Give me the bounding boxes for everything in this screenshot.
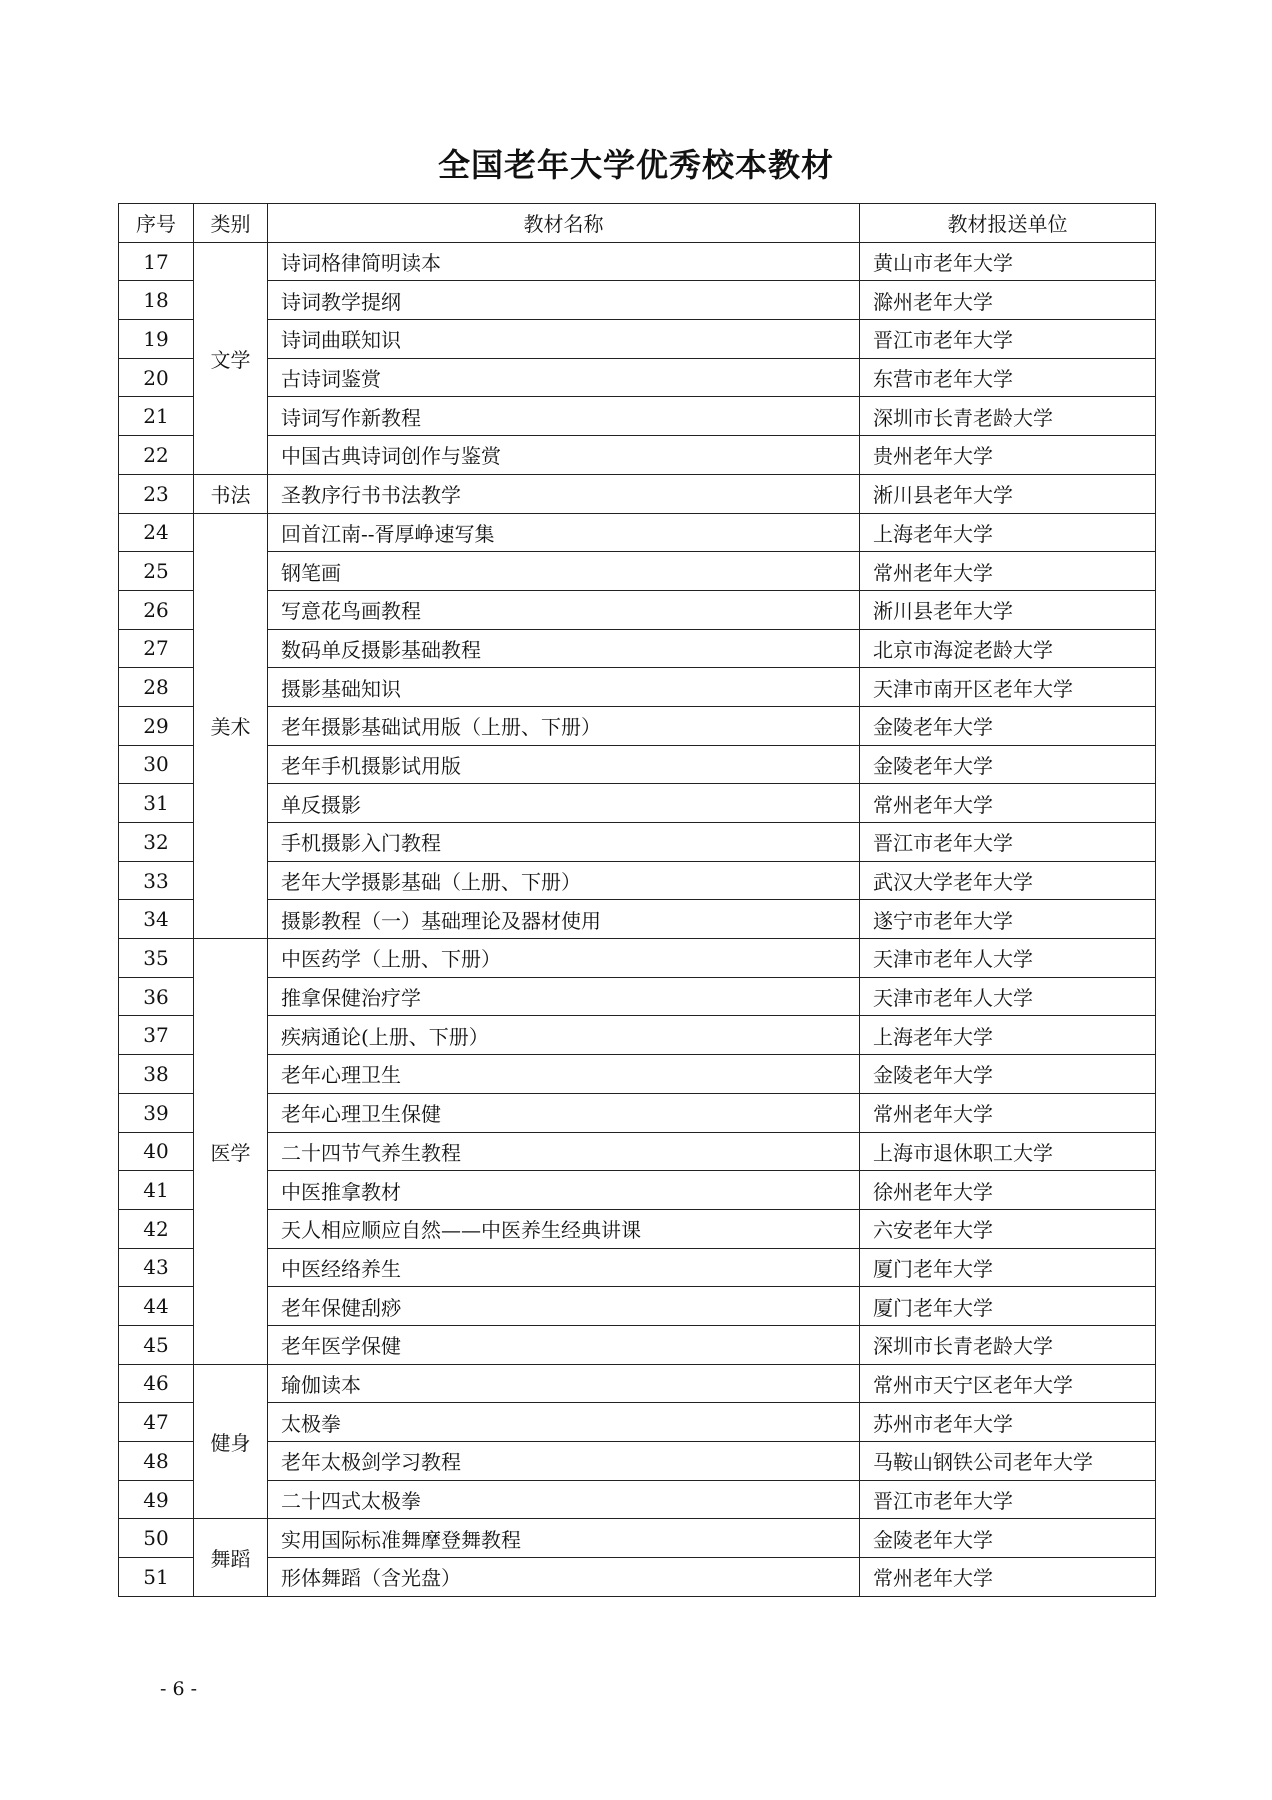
table-row [119, 590, 1156, 629]
row-category: 健身 [194, 1364, 268, 1519]
page-title: 全国老年大学优秀校本教材 [437, 146, 834, 184]
row-submitting-unit: 晋江市老年大学 [860, 823, 1156, 862]
row-number: 51 [119, 1558, 194, 1597]
row-submitting-unit: 苏州市老年大学 [860, 1403, 1156, 1442]
table-row [119, 861, 1156, 900]
table-row [119, 1403, 1156, 1442]
row-submitting-unit: 滁州老年大学 [860, 281, 1156, 320]
row-textbook-name: 诗词教学提纲 [268, 281, 860, 320]
page-number: - 6 - [160, 1678, 198, 1700]
row-number: 36 [119, 977, 194, 1016]
row-textbook-name: 老年太极剑学习教程 [268, 1442, 860, 1481]
row-textbook-name: 诗词写作新教程 [268, 397, 860, 436]
row-number: 25 [119, 552, 194, 591]
row-submitting-unit: 晋江市老年大学 [860, 1480, 1156, 1519]
row-category: 书法 [194, 474, 268, 513]
table-row [119, 397, 1156, 436]
row-textbook-name: 老年医学保健 [268, 1325, 860, 1364]
row-textbook-name: 推拿保健治疗学 [268, 977, 860, 1016]
row-submitting-unit: 常州老年大学 [860, 1558, 1156, 1597]
table-row [119, 1171, 1156, 1210]
row-number: 37 [119, 1016, 194, 1055]
row-submitting-unit: 厦门老年大学 [860, 1287, 1156, 1326]
table-row [119, 1364, 1156, 1403]
row-number: 43 [119, 1248, 194, 1287]
row-submitting-unit: 遂宁市老年大学 [860, 900, 1156, 939]
row-number: 44 [119, 1287, 194, 1326]
row-textbook-name: 天人相应顺应自然——中医养生经典讲课 [268, 1209, 860, 1248]
row-number: 38 [119, 1055, 194, 1094]
row-textbook-name: 古诗词鉴赏 [268, 358, 860, 397]
header-submitting-unit: 教材报送单位 [860, 204, 1156, 243]
row-submitting-unit: 徐州老年大学 [860, 1171, 1156, 1210]
table-row [119, 1093, 1156, 1132]
row-textbook-name: 中医经络养生 [268, 1248, 860, 1287]
row-textbook-name: 老年摄影基础试用版（上册、下册） [268, 706, 860, 745]
row-textbook-name: 中医推拿教材 [268, 1171, 860, 1210]
header-textbook-name: 教材名称 [268, 204, 860, 243]
table-row [119, 436, 1156, 475]
row-textbook-name: 摄影教程（一）基础理论及器材使用 [268, 900, 860, 939]
table-body [119, 242, 1156, 1596]
row-submitting-unit: 淅川县老年大学 [860, 590, 1156, 629]
table-row [119, 242, 1156, 281]
row-textbook-name: 老年保健刮痧 [268, 1287, 860, 1326]
row-submitting-unit: 淅川县老年大学 [860, 474, 1156, 513]
table-row [119, 1016, 1156, 1055]
row-number: 23 [119, 474, 194, 513]
row-submitting-unit: 厦门老年大学 [860, 1248, 1156, 1287]
row-category: 医学 [194, 939, 268, 1365]
row-category: 舞蹈 [194, 1519, 268, 1596]
row-submitting-unit: 贵州老年大学 [860, 436, 1156, 475]
row-submitting-unit: 上海老年大学 [860, 1016, 1156, 1055]
row-number: 20 [119, 358, 194, 397]
row-textbook-name: 圣教序行书书法教学 [268, 474, 860, 513]
row-number: 18 [119, 281, 194, 320]
table-row [119, 668, 1156, 707]
row-textbook-name: 中国古典诗词创作与鉴赏 [268, 436, 860, 475]
row-number: 47 [119, 1403, 194, 1442]
table-row [119, 1519, 1156, 1558]
row-submitting-unit: 常州老年大学 [860, 552, 1156, 591]
table-row [119, 358, 1156, 397]
table-row [119, 1287, 1156, 1326]
row-submitting-unit: 武汉大学老年大学 [860, 861, 1156, 900]
table-row [119, 1442, 1156, 1481]
row-submitting-unit: 深圳市长青老龄大学 [860, 1325, 1156, 1364]
row-textbook-name: 二十四节气养生教程 [268, 1132, 860, 1171]
row-textbook-name: 诗词曲联知识 [268, 320, 860, 359]
textbook-table [118, 203, 1156, 1597]
row-number: 50 [119, 1519, 194, 1558]
row-number: 48 [119, 1442, 194, 1481]
row-textbook-name: 疾病通论(上册、下册） [268, 1016, 860, 1055]
row-number: 26 [119, 590, 194, 629]
row-number: 46 [119, 1364, 194, 1403]
table-row [119, 1325, 1156, 1364]
row-submitting-unit: 天津市老年人大学 [860, 939, 1156, 978]
row-textbook-name: 老年心理卫生保健 [268, 1093, 860, 1132]
row-submitting-unit: 常州老年大学 [860, 1093, 1156, 1132]
row-textbook-name: 回首江南--胥厚峥速写集 [268, 513, 860, 552]
table-row [119, 552, 1156, 591]
row-number: 17 [119, 242, 194, 281]
row-number: 45 [119, 1325, 194, 1364]
table-row [119, 784, 1156, 823]
row-submitting-unit: 北京市海淀老龄大学 [860, 629, 1156, 668]
table-row [119, 1132, 1156, 1171]
row-submitting-unit: 金陵老年大学 [860, 706, 1156, 745]
row-textbook-name: 钢笔画 [268, 552, 860, 591]
table-row [119, 629, 1156, 668]
row-textbook-name: 摄影基础知识 [268, 668, 860, 707]
row-submitting-unit: 东营市老年大学 [860, 358, 1156, 397]
table-row [119, 706, 1156, 745]
table-row [119, 320, 1156, 359]
row-submitting-unit: 金陵老年大学 [860, 1519, 1156, 1558]
row-textbook-name: 写意花鸟画教程 [268, 590, 860, 629]
row-submitting-unit: 晋江市老年大学 [860, 320, 1156, 359]
row-submitting-unit: 常州市天宁区老年大学 [860, 1364, 1156, 1403]
table-row [119, 939, 1156, 978]
table-row [119, 474, 1156, 513]
table-row [119, 823, 1156, 862]
header-number: 序号 [119, 204, 194, 243]
row-number: 35 [119, 939, 194, 978]
table-row [119, 1055, 1156, 1094]
row-submitting-unit: 天津市南开区老年大学 [860, 668, 1156, 707]
row-number: 28 [119, 668, 194, 707]
row-number: 42 [119, 1209, 194, 1248]
table-row [119, 1558, 1156, 1597]
row-textbook-name: 形体舞蹈（含光盘） [268, 1558, 860, 1597]
row-submitting-unit: 六安老年大学 [860, 1209, 1156, 1248]
row-textbook-name: 诗词格律简明读本 [268, 242, 860, 281]
table-header-row [119, 204, 1156, 243]
row-textbook-name: 手机摄影入门教程 [268, 823, 860, 862]
row-textbook-name: 老年手机摄影试用版 [268, 745, 860, 784]
row-textbook-name: 单反摄影 [268, 784, 860, 823]
row-number: 39 [119, 1093, 194, 1132]
row-number: 24 [119, 513, 194, 552]
row-submitting-unit: 黄山市老年大学 [860, 242, 1156, 281]
row-number: 40 [119, 1132, 194, 1171]
row-number: 32 [119, 823, 194, 862]
header-category: 类别 [194, 204, 268, 243]
table-row [119, 281, 1156, 320]
row-number: 22 [119, 436, 194, 475]
table-row [119, 977, 1156, 1016]
row-category: 美术 [194, 513, 268, 939]
row-number: 31 [119, 784, 194, 823]
row-textbook-name: 老年心理卫生 [268, 1055, 860, 1094]
row-submitting-unit: 上海老年大学 [860, 513, 1156, 552]
row-submitting-unit: 上海市退休职工大学 [860, 1132, 1156, 1171]
row-number: 33 [119, 861, 194, 900]
table-row [119, 1248, 1156, 1287]
row-textbook-name: 二十四式太极拳 [268, 1480, 860, 1519]
row-textbook-name: 老年大学摄影基础（上册、下册） [268, 861, 860, 900]
row-number: 21 [119, 397, 194, 436]
table-row [119, 513, 1156, 552]
row-submitting-unit: 深圳市长青老龄大学 [860, 397, 1156, 436]
row-submitting-unit: 常州老年大学 [860, 784, 1156, 823]
row-submitting-unit: 天津市老年人大学 [860, 977, 1156, 1016]
row-number: 27 [119, 629, 194, 668]
row-category: 文学 [194, 242, 268, 474]
row-textbook-name: 中医药学（上册、下册） [268, 939, 860, 978]
row-submitting-unit: 金陵老年大学 [860, 745, 1156, 784]
table-row [119, 1480, 1156, 1519]
table-row [119, 745, 1156, 784]
row-number: 29 [119, 706, 194, 745]
row-textbook-name: 实用国际标准舞摩登舞教程 [268, 1519, 860, 1558]
row-textbook-name: 太极拳 [268, 1403, 860, 1442]
row-number: 30 [119, 745, 194, 784]
table-row [119, 1209, 1156, 1248]
row-textbook-name: 瑜伽读本 [268, 1364, 860, 1403]
row-textbook-name: 数码单反摄影基础教程 [268, 629, 860, 668]
row-number: 41 [119, 1171, 194, 1210]
row-submitting-unit: 马鞍山钢铁公司老年大学 [860, 1442, 1156, 1481]
row-number: 19 [119, 320, 194, 359]
table-row [119, 900, 1156, 939]
row-submitting-unit: 金陵老年大学 [860, 1055, 1156, 1094]
row-number: 49 [119, 1480, 194, 1519]
row-number: 34 [119, 900, 194, 939]
